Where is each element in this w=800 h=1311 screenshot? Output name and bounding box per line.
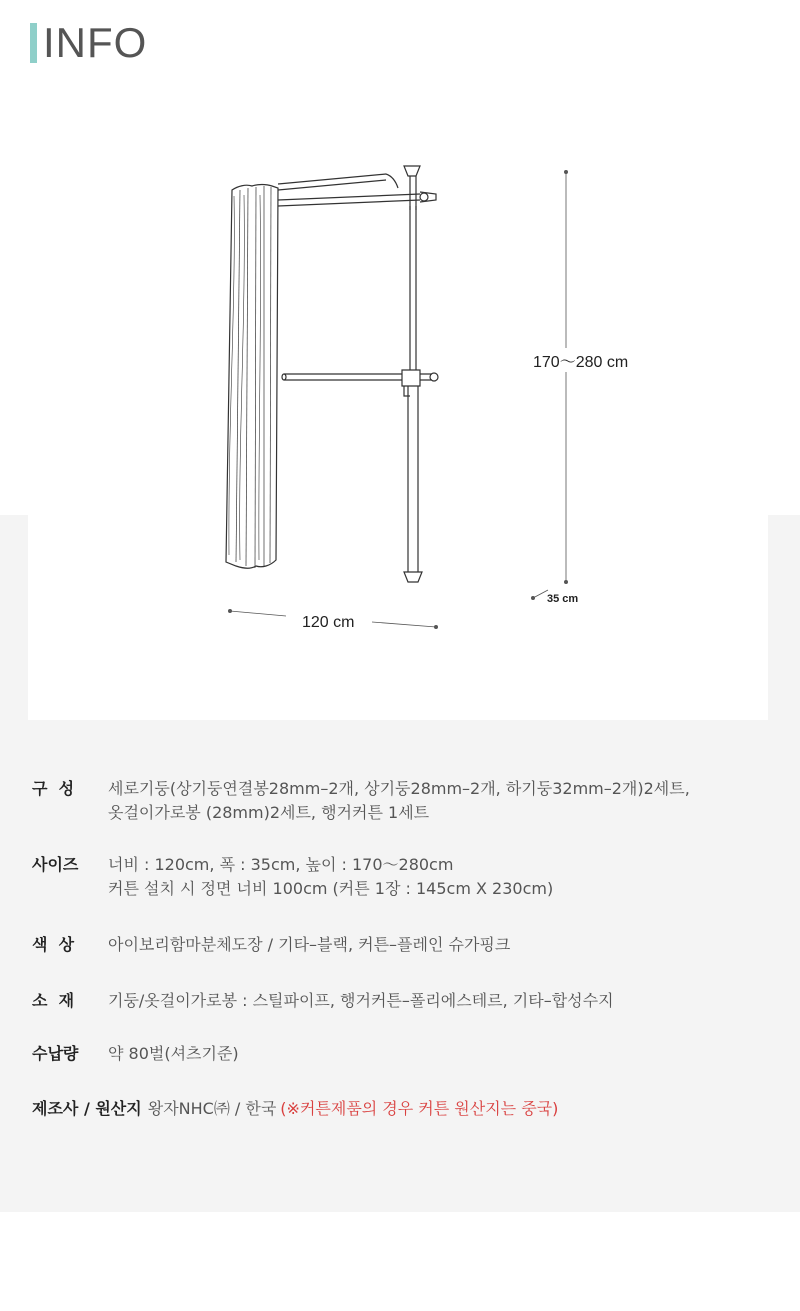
spec-value-line: 세로기둥(상기둥연결봉28mm–2개, 상기둥28mm–2개, 하기둥32mm–2개)2세트, [108,779,690,798]
spec-value-line: 옷걸이가로봉 (28mm)2세트, 행거커튼 1세트 [108,803,430,822]
spec-row-color [32,933,510,957]
spec-value [108,1042,239,1066]
depth-dimension-label: 35 cm [547,593,579,605]
spec-value-line: 약 80벌(셔츠기준) [108,1044,239,1063]
spec-value-line: 기둥/옷걸이가로봉 : 스틸파이프, 행거커튼–폴리에스테르, 기타–합성수지 [108,991,614,1010]
dimension-endpoint [564,580,568,584]
spec-value-line: 커튼 설치 시 정면 너비 100cm (커튼 1장 : 145cm X 230cm) [108,879,554,898]
spec-label: 색 상 [32,935,75,954]
spec-label: 구 성 [32,779,75,798]
spec-row-origin [32,1097,558,1121]
dimension-endpoint [531,596,535,600]
spec-row-capacity [32,1042,239,1066]
spec-value-line: 아이보리함마분체도장 / 기타–블랙, 커튼–플레인 슈가핑크 [108,935,511,954]
origin-value: 왕자NHC㈜ / 한국 [147,1099,277,1118]
spec-value-line: 너비 : 120cm, 폭 : 35cm, 높이 : 170～280cm [108,855,454,874]
spec-row-material [32,989,614,1013]
spec-label: 소 재 [32,991,75,1010]
spec-value [108,853,553,901]
origin-label: 제조사 / 원산지 [32,1099,142,1118]
page-title: INFO [43,19,148,66]
dimension-endpoint [228,609,232,613]
spec-value [108,933,510,957]
spec-value [108,989,614,1013]
dimension-endpoint [434,625,438,629]
height-dimension-label: 170～280 cm [533,354,629,371]
spec-row-size [32,853,553,901]
spec-label: 수납량 [32,1044,79,1063]
dimension-endpoint [564,170,568,174]
width-dimension-label: 120 cm [302,614,355,631]
origin-note: (※커튼제품의 경우 커튼 원산지는 중국) [280,1099,559,1118]
spec-row-composition [32,777,690,825]
spec-value [108,777,690,825]
spec-label: 사이즈 [32,855,79,874]
